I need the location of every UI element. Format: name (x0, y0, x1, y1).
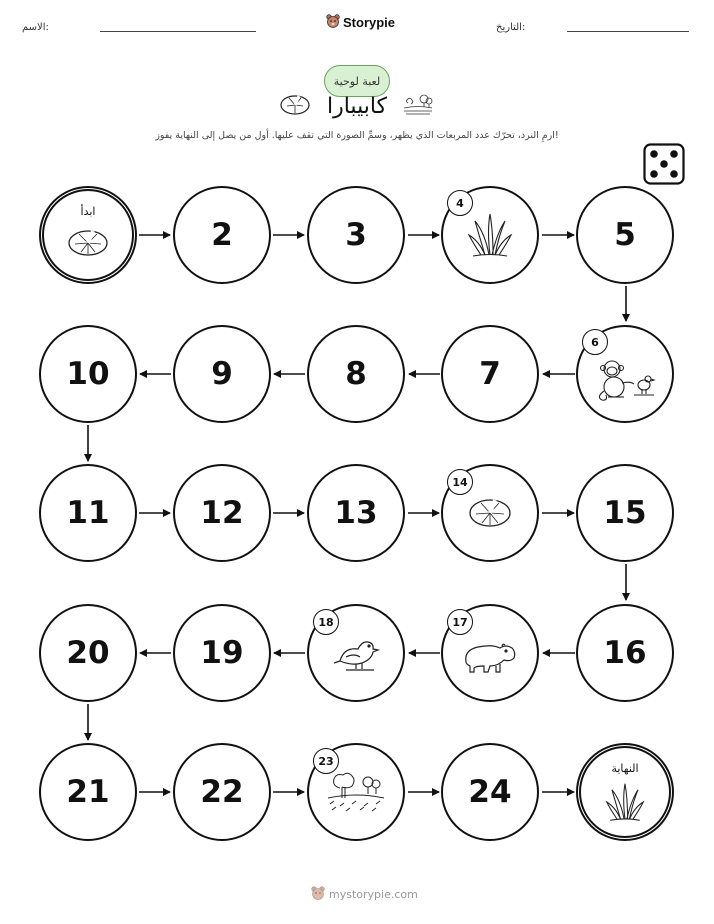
board-cell-13[interactable]: 13 (307, 464, 405, 562)
capybara-icon (462, 638, 518, 676)
board-cell-10[interactable]: 10 (39, 325, 137, 423)
board-cell-2[interactable]: 2 (173, 186, 271, 284)
board-cell-11[interactable]: 11 (39, 464, 137, 562)
board-cell-9[interactable]: 9 (173, 325, 271, 423)
finish-label: النهاية (611, 762, 639, 775)
lily-pad-icon (467, 497, 513, 529)
board-cell-12[interactable]: 12 (173, 464, 271, 562)
monkey-bird-icon (594, 357, 656, 403)
cell-number-badge: 14 (447, 469, 473, 495)
board-cell-16[interactable]: 16 (576, 604, 674, 702)
brand-name: Storypie (343, 14, 396, 30)
cell-number-badge: 4 (447, 190, 473, 216)
grass-icon (605, 781, 645, 823)
cell-number-badge: 18 (313, 609, 339, 635)
lily-pad-icon (66, 228, 110, 258)
cell-number-badge: 17 (447, 609, 473, 635)
board-cell-21[interactable]: 21 (39, 743, 137, 841)
board-cell-15[interactable]: 15 (576, 464, 674, 562)
board-cell-3[interactable]: 3 (307, 186, 405, 284)
landscape-icon (326, 770, 386, 814)
start-label: ابدأ (80, 205, 96, 218)
name-label: الاسم: (22, 22, 49, 33)
footer (311, 886, 418, 902)
date-label: التاريخ: (496, 22, 526, 33)
board-cell-7[interactable]: 7 (441, 325, 539, 423)
board-cell-5[interactable]: 5 (576, 186, 674, 284)
game-type-badge: لعبة لوحية (324, 65, 390, 97)
cell-number-badge: 23 (313, 748, 339, 774)
board-cell-22[interactable]: 22 (173, 743, 271, 841)
board-cell-finish[interactable] (576, 743, 674, 841)
board-cell-20[interactable]: 20 (39, 604, 137, 702)
footer-url[interactable]: mystorypie.com (329, 887, 418, 901)
board-cell-8[interactable]: 8 (307, 325, 405, 423)
board-cell-19[interactable]: 19 (173, 604, 271, 702)
instructions-text: ارمِ النرد، تحرّك عدد المربعات الذي يظهر، وسمِّ الصورة التي تقف عليها. أول من يصل إلى النهاية يفوز! (155, 130, 559, 141)
bird-icon (332, 633, 380, 673)
bear-icon (311, 886, 325, 902)
board-cell-24[interactable]: 24 (441, 743, 539, 841)
board-cell-start[interactable] (39, 186, 137, 284)
page-title: كابيبارا (326, 94, 388, 119)
cell-number-badge: 6 (582, 329, 608, 355)
grass-icon (467, 211, 513, 259)
